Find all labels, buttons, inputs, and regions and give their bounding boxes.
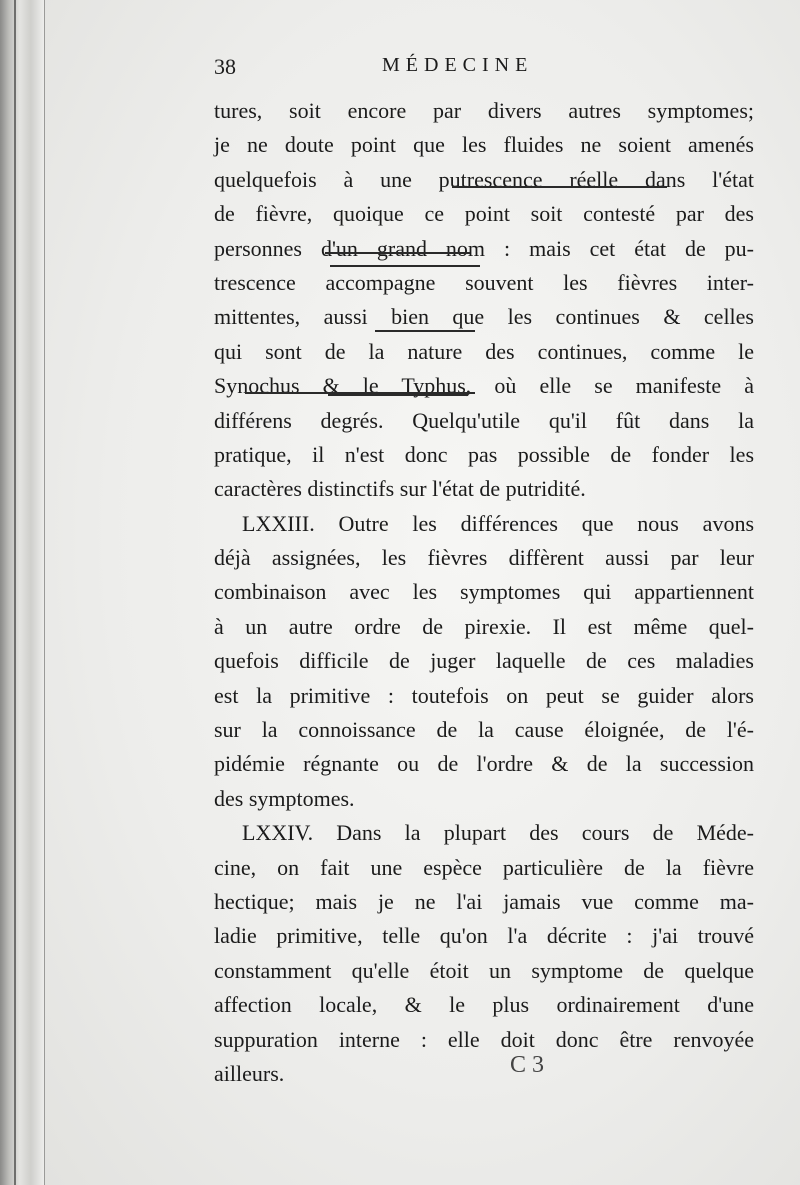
running-head: MÉDECINE — [382, 54, 534, 76]
text-line-25: ladie primitive, telle qu'on l'a décrite : j'ai trouvé — [214, 923, 754, 949]
text-line-3: quelquefois à une putrescence réelle dans l'état — [214, 166, 754, 192]
underline-mark — [452, 186, 667, 188]
text-line-21: des symptomes. — [214, 785, 355, 811]
text-line-26: constamment qu'elle étoit un symptome de quelque — [214, 957, 754, 983]
book-spine — [0, 0, 45, 1185]
text-line-23: cine, on fait une espèce particulière de la fièvre — [214, 854, 754, 880]
text-line-4: de fièvre, quoique ce point soit contesté par des — [214, 201, 754, 227]
text-line-2: je ne doute point que les fluides ne soient amenés — [214, 132, 754, 158]
text-line-16: à un autre ordre de pirexie. Il est même quel- — [214, 613, 754, 639]
section-lxxiii-start: LXXIII. Outre les différences que nous avons — [242, 510, 754, 536]
spine-edge — [14, 0, 16, 1185]
text-line-12: caractères distinctifs sur l'état de putridité. — [214, 476, 586, 502]
underline-mark — [325, 252, 470, 254]
text-line-10: différens degrés. Quelqu'utile qu'il fût dans la — [214, 407, 754, 433]
text-line-20: pidémie régnante ou de l'ordre & de la succession — [214, 751, 754, 777]
text-line-8: qui sont de la nature des continues, comme le — [214, 338, 754, 364]
text-line-5: personnes d'un grand nom : mais cet état de pu- — [214, 235, 754, 261]
underline-mark — [245, 392, 475, 394]
section-lxxiv-start: LXXIV. Dans la plupart des cours de Méde- — [242, 820, 754, 846]
text-line-29: ailleurs. — [214, 1060, 285, 1086]
underline-mark — [375, 330, 475, 332]
text-line-7: mittentes, aussi bien que les continues & celles — [214, 304, 754, 330]
page-text — [214, 54, 754, 1091]
underline-mark — [330, 265, 480, 267]
text-line-14: déjà assignées, les fièvres diffèrent aussi par leur — [214, 545, 754, 571]
text-line-1: tures, soit encore par divers autres symptomes; — [214, 98, 754, 123]
page-number: 38 — [214, 54, 236, 79]
text-line-28: suppuration interne : elle doit donc être renvoyée — [214, 1026, 754, 1052]
underline-mark — [328, 394, 468, 396]
text-line-19: sur la connoissance de la cause éloignée, de l'é- — [214, 717, 754, 743]
text-line-9: Synochus & le Typhus, où elle se manifeste à — [214, 373, 754, 399]
text-line-24: hectique; mais je ne l'ai jamais vue comme ma- — [214, 888, 754, 914]
text-line-18: est la primitive : toutefois on peut se guider alors — [214, 682, 754, 708]
text-line-17: quefois difficile de juger laquelle de ces maladies — [214, 648, 754, 674]
signature-mark: C 3 — [510, 1052, 545, 1078]
text-line-6: trescence accompagne souvent les fièvres inter- — [214, 269, 754, 295]
page-header — [214, 54, 754, 94]
text-line-27: affection locale, & le plus ordinairement d'une — [214, 992, 754, 1018]
text-line-11: pratique, il n'est donc pas possible de fonder les — [214, 441, 754, 467]
text-line-15: combinaison avec les symptomes qui appartiennent — [214, 579, 754, 605]
